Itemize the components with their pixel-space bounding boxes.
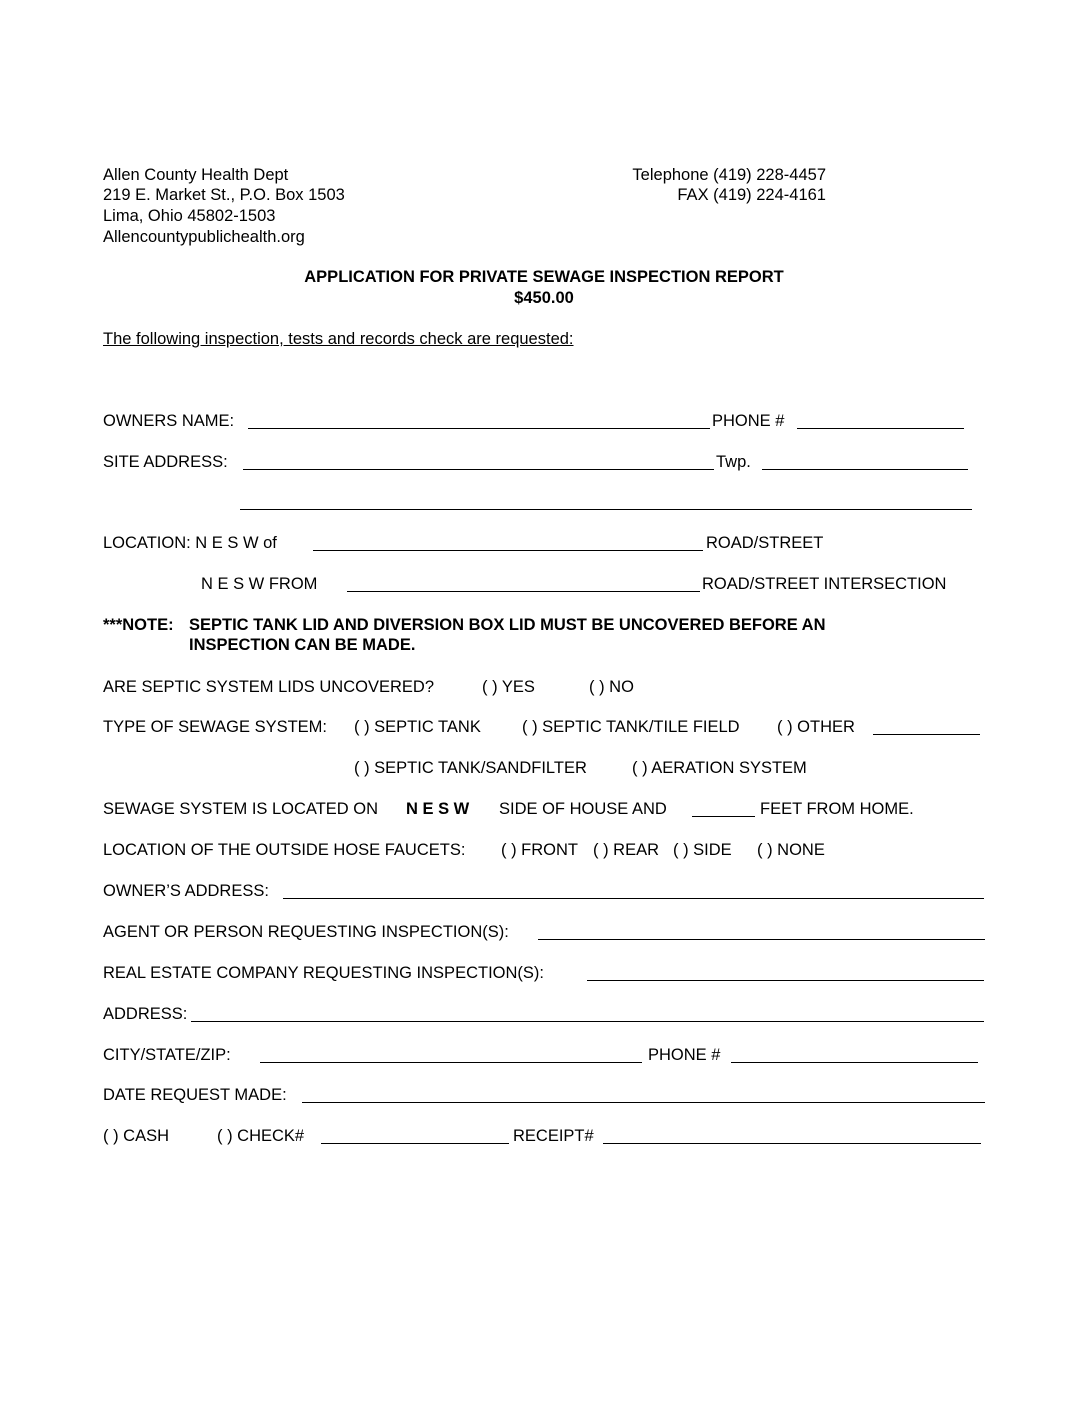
city-field[interactable] — [260, 1062, 642, 1063]
agent-label: AGENT OR PERSON REQUESTING INSPECTION(S): — [103, 923, 509, 941]
date-field[interactable] — [302, 1102, 985, 1103]
receipt-label: RECEIPT# — [513, 1127, 594, 1145]
faucet-none-checkbox[interactable]: ( ) NONE — [757, 841, 825, 859]
type-aeration-checkbox[interactable]: ( ) AERATION SYSTEM — [632, 759, 807, 777]
form-title: APPLICATION FOR PRIVATE SEWAGE INSPECTION REPORT — [304, 268, 784, 286]
faucet-side-checkbox[interactable]: ( ) SIDE — [673, 841, 732, 859]
org-address: 219 E. Market St., P.O. Box 1503 — [103, 186, 345, 204]
intersection-field[interactable] — [347, 591, 700, 592]
location-label: LOCATION: N E S W of — [103, 534, 277, 552]
realestate-field[interactable] — [587, 980, 984, 981]
owners-name-field[interactable] — [248, 428, 710, 429]
address-field[interactable] — [191, 1021, 984, 1022]
phone-label: PHONE # — [712, 412, 785, 430]
faucet-front-checkbox[interactable]: ( ) FRONT — [501, 841, 578, 859]
located-middle: SIDE OF HOUSE AND — [499, 800, 667, 818]
type-septic-tank-checkbox[interactable]: ( ) SEPTIC TANK — [354, 718, 481, 736]
phone-field[interactable] — [797, 428, 964, 429]
site-address-field-2[interactable] — [240, 509, 972, 510]
type-label: TYPE OF SEWAGE SYSTEM: — [103, 718, 328, 736]
note-prefix: ***NOTE: — [103, 616, 174, 634]
faucets-label: LOCATION OF THE OUTSIDE HOSE FAUCETS: — [103, 841, 466, 859]
org-city: Lima, Ohio 45802-1503 — [103, 207, 276, 225]
address-label: ADDRESS: — [103, 1005, 188, 1023]
phone-label-2: PHONE # — [648, 1046, 721, 1064]
feet-field[interactable] — [692, 816, 755, 817]
check-number-field[interactable] — [321, 1143, 509, 1144]
intro-text: The following inspection, tests and records check are requested: — [103, 330, 574, 348]
twp-label: Twp. — [716, 453, 751, 471]
road-street-label: ROAD/STREET — [706, 534, 824, 552]
lids-question: ARE SEPTIC SYSTEM LIDS UNCOVERED? — [103, 678, 434, 696]
form-fee: $450.00 — [514, 289, 574, 307]
site-address-field[interactable] — [243, 469, 714, 470]
faucet-rear-checkbox[interactable]: ( ) REAR — [593, 841, 659, 859]
type-other-checkbox[interactable]: ( ) OTHER — [777, 718, 855, 736]
check-checkbox[interactable]: ( ) CHECK# — [217, 1127, 305, 1145]
receipt-field[interactable] — [603, 1143, 981, 1144]
type-other-field[interactable] — [873, 734, 980, 735]
from-label: N E S W FROM — [201, 575, 318, 593]
telephone: Telephone (419) 228-4457 — [632, 166, 826, 184]
type-sandfilter-checkbox[interactable]: ( ) SEPTIC TANK/SANDFILTER — [354, 759, 587, 777]
fax: FAX (419) 224-4161 — [677, 186, 826, 204]
org-name: Allen County Health Dept — [103, 166, 289, 184]
agent-field[interactable] — [538, 939, 985, 940]
note-line-1: SEPTIC TANK LID AND DIVERSION BOX LID MUST BE UNCOVERED BEFORE AN — [189, 616, 826, 634]
date-label: DATE REQUEST MADE: — [103, 1086, 287, 1104]
intersection-label: ROAD/STREET INTERSECTION — [702, 575, 947, 593]
site-address-label: SITE ADDRESS: — [103, 453, 228, 471]
phone-field-2[interactable] — [731, 1062, 978, 1063]
org-website: Allencountypublichealth.org — [103, 228, 305, 246]
owners-name-label: OWNERS NAME: — [103, 412, 235, 430]
owners-address-field[interactable] — [283, 898, 984, 899]
note-line-2: INSPECTION CAN BE MADE. — [189, 636, 416, 654]
twp-field[interactable] — [762, 469, 968, 470]
lids-yes-checkbox[interactable]: ( ) YES — [482, 678, 535, 696]
owners-address-label: OWNER’S ADDRESS: — [103, 882, 269, 900]
located-prefix: SEWAGE SYSTEM IS LOCATED ON — [103, 800, 379, 818]
type-tile-field-checkbox[interactable]: ( ) SEPTIC TANK/TILE FIELD — [522, 718, 740, 736]
lids-no-checkbox[interactable]: ( ) NO — [589, 678, 634, 696]
cash-checkbox[interactable]: ( ) CASH — [103, 1127, 169, 1145]
location-road-field[interactable] — [313, 550, 703, 551]
located-dirs: N E S W — [406, 800, 470, 818]
located-suffix: FEET FROM HOME. — [760, 800, 914, 818]
city-label: CITY/STATE/ZIP: — [103, 1046, 231, 1064]
realestate-label: REAL ESTATE COMPANY REQUESTING INSPECTION(S): — [103, 964, 544, 982]
